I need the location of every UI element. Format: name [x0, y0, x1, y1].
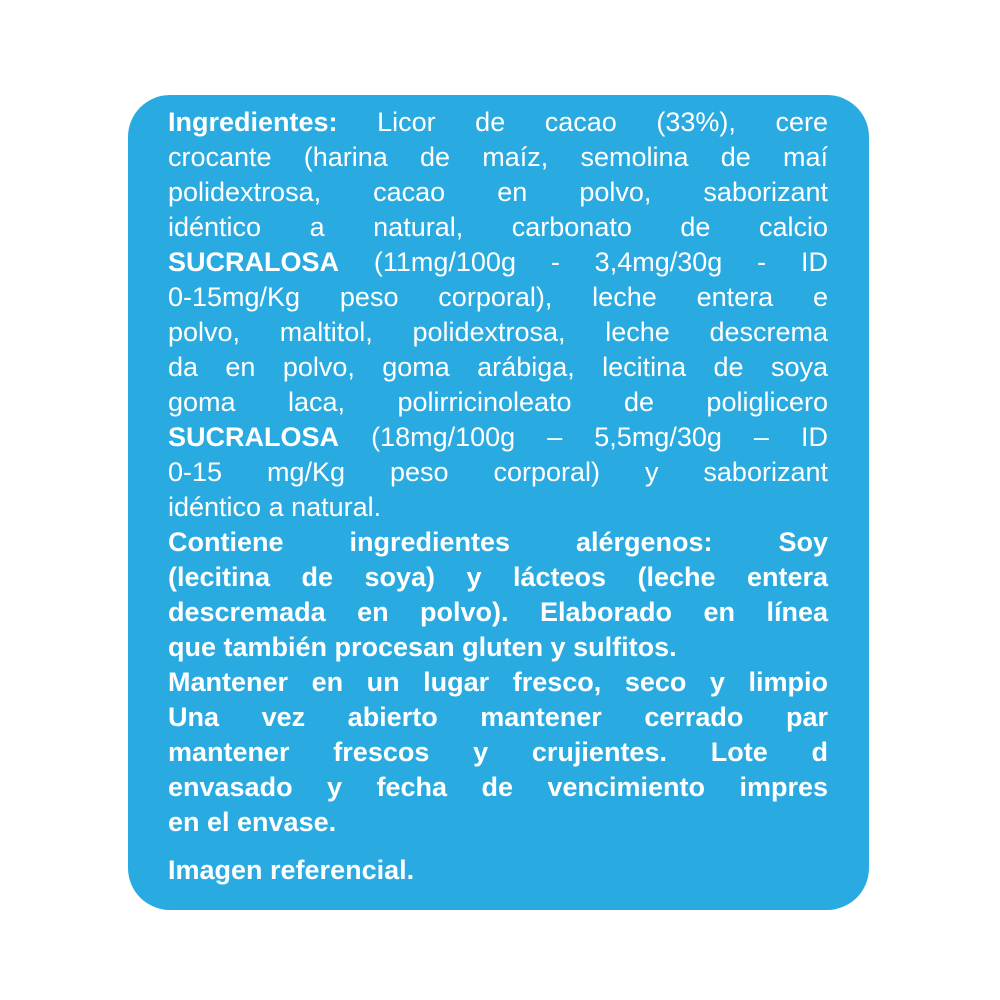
label-line [168, 853, 828, 888]
label-line [168, 630, 828, 665]
label-line-bold-segment: Una vez abierto mantener cerrado par [168, 702, 828, 732]
label-line-segment: (11mg/100g - 3,4mg/30g - ID [339, 247, 828, 277]
label-line-bold-segment: Ingredientes: [168, 107, 338, 137]
label-line-segment: crocante (harina de maíz, semolina de maí [168, 142, 828, 172]
ingredients-text-block [168, 105, 828, 888]
ingredients-label-card [128, 95, 869, 910]
label-line-bold-segment: (lecitina de soya) y lácteos (leche entera [168, 562, 828, 592]
label-line-segment: polidextrosa, cacao en polvo, saborizant [168, 177, 828, 207]
label-line-bold-segment: SUCRALOSA [168, 247, 340, 277]
label-line [168, 525, 828, 560]
label-line [168, 210, 828, 245]
label-line-bold-segment: mantener frescos y crujientes. Lote d [168, 737, 828, 767]
label-line [168, 280, 828, 315]
label-line-bold-segment: SUCRALOSA [168, 422, 340, 452]
label-line-segment: idéntico a natural, carbonato de calcio [168, 212, 828, 242]
label-line-bold-segment: que también procesan gluten y sulfitos. [168, 632, 677, 662]
label-line-bold-segment: Contiene ingredientes alérgenos: Soy [168, 527, 828, 557]
label-line [168, 490, 828, 525]
label-line [168, 665, 828, 700]
label-line-segment: 0-15mg/Kg peso corporal), leche entera e [168, 282, 828, 312]
label-line [168, 700, 828, 735]
label-line-bold-segment: envasado y fecha de vencimiento impres [168, 772, 828, 802]
label-line [168, 245, 828, 280]
label-line [168, 315, 828, 350]
label-line-segment: idéntico a natural. [168, 492, 382, 522]
label-line [168, 420, 828, 455]
label-line [168, 175, 828, 210]
label-line [168, 735, 828, 770]
label-line [168, 805, 828, 840]
label-line [168, 560, 828, 595]
label-line-bold-segment: Mantener en un lugar fresco, seco y limpio [168, 667, 828, 697]
label-line [168, 105, 828, 140]
label-line [168, 350, 828, 385]
label-line [168, 770, 828, 805]
label-line-segment: polvo, maltitol, polidextrosa, leche descrema [168, 317, 828, 347]
label-line [168, 455, 828, 490]
label-line [168, 595, 828, 630]
label-line [168, 140, 828, 175]
label-line-bold-segment: descremada en polvo). Elaborado en línea [168, 597, 828, 627]
label-line-segment: (18mg/100g – 5,5mg/30g – ID [339, 422, 828, 452]
label-line-bold-segment: en el envase. [168, 807, 337, 837]
label-line-bold-segment: Imagen referencial. [168, 855, 415, 885]
label-line-segment: Licor de cacao (33%), cere [337, 107, 828, 137]
label-line-segment: goma laca, polirricinoleato de poliglicero [168, 387, 828, 417]
label-line-segment: 0-15 mg/Kg peso corporal) y saborizant [168, 457, 828, 487]
label-line-segment: da en polvo, goma arábiga, lecitina de soya [168, 352, 828, 382]
label-line [168, 385, 828, 420]
